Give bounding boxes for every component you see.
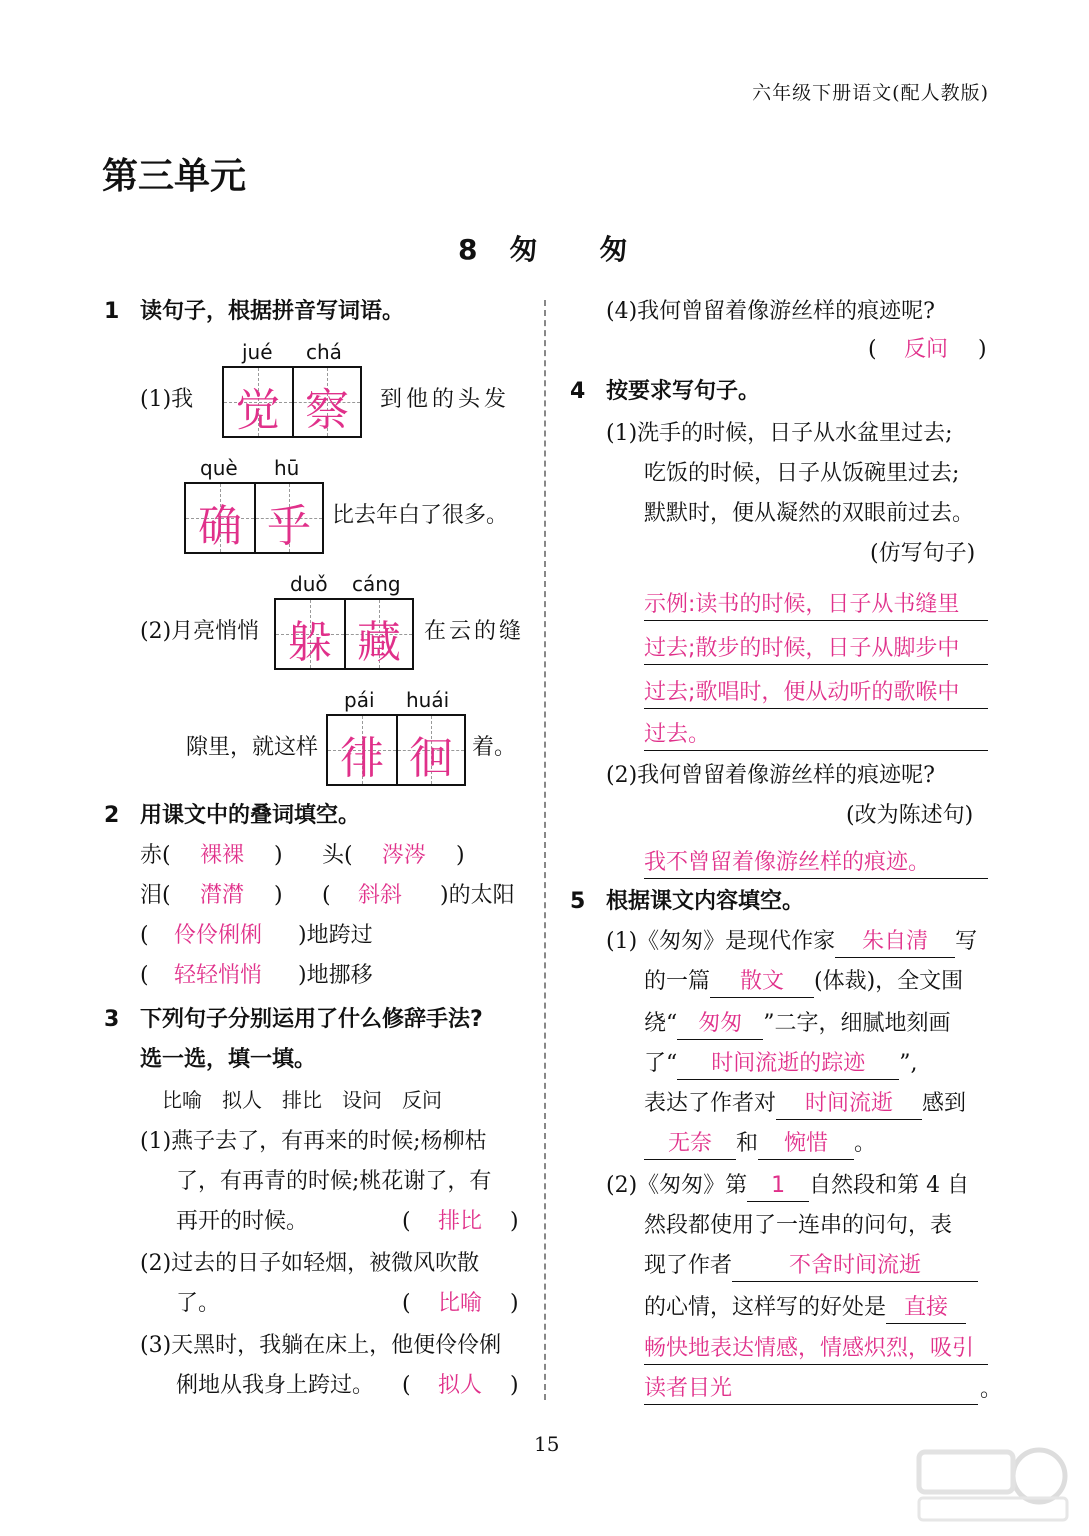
answer: 涔涔 [382,843,427,868]
paren: ) [510,1209,519,1234]
pinyin: què [200,456,238,480]
answer: 散文 [710,967,814,998]
answer: 裸裸 [200,843,245,868]
q3-s1: 了，有再青的时候;桃花谢了，有 [176,1169,492,1194]
answer-char: 徊 [409,733,453,784]
answer-line [644,1326,988,1365]
answer-char: 觉 [236,385,280,436]
tian-grid [184,482,324,554]
q5-text: 的心情，这样写的好处是 [644,1295,887,1320]
q3-title: 下列句子分别运用了什么修辞手法? [140,1007,483,1032]
answer-char: 确 [198,501,242,552]
pinyin: chá [306,340,342,364]
q5-text: 。 [854,1131,877,1156]
q5-text: 了“ [644,1051,678,1076]
q1-title: 读句子，根据拼音写词语。 [140,299,405,324]
q5-text: 感到 [922,1091,967,1116]
pinyin: jué [242,340,273,364]
q1-p1-label: (1)我 [140,387,194,412]
answer-char: 乎 [267,501,311,552]
answer-line [644,582,988,621]
answer: 比喻 [438,1291,483,1316]
pinyin: cáng [352,572,401,596]
q5-l7 [606,1166,969,1206]
q4-s1: 默默时，便从凝然的双眼前过去。 [644,501,975,526]
paren: ) [978,337,987,362]
paren: ) [456,843,465,868]
pinyin: duǒ [290,572,328,596]
q5-l3 [644,1004,951,1044]
q3-s4: (4)我何曾留着像游丝样的痕迹呢? [606,299,935,324]
column-divider [544,300,546,1400]
q1-p1-end: 比去年白了很多。 [332,503,509,528]
answer: 排比 [438,1209,483,1234]
answer: 直接 [886,1293,966,1324]
q2-r2a: 泪( [140,883,171,908]
q2-r1a: 赤( [140,843,171,868]
paren: ( [140,963,149,988]
q5-text: 现了作者 [644,1253,733,1278]
lesson-title: 8 匆 匆 [458,233,630,266]
q1-p2-label: (2)月亮悄悄 [140,619,260,644]
q1-number: 1 [104,299,120,324]
q3-s2: 了。 [176,1291,221,1316]
paren: ( [402,1373,411,1398]
page-header: 六年级下册语文(配人教版) [752,82,989,104]
paren: ) [274,883,283,908]
answer: 斜斜 [358,883,403,908]
answer: 不舍时间流逝 [732,1251,978,1282]
q4-s2: (2)我何曾留着像游丝样的痕迹呢? [606,763,935,788]
pinyin: pái [344,688,375,712]
q3-title: 选一选，填一填。 [140,1047,317,1072]
q3-s1: (1)燕子去了，有再来的时候;杨柳枯 [140,1129,487,1154]
page-number: 15 [534,1432,560,1456]
q1-p1-after: 到他的头发 [380,387,511,412]
q5-number: 5 [570,889,586,914]
paren: ( [140,923,149,948]
q4-title: 按要求写句子。 [606,379,761,404]
q5-text: (体裁)，全文围 [814,969,964,994]
q1-p2-pre: 隙里，就这样 [186,735,319,760]
answer-char: 察 [305,385,349,436]
q2-r2b-end: )的太阳 [440,883,515,908]
answer: 轻轻悄悄 [174,963,263,988]
q5-l2 [644,962,963,1002]
q2-r4-end: )地挪移 [298,963,373,988]
answer-char: 徘 [340,733,384,784]
answer: 示例:读书的时候，日子从书缝里 [644,592,960,617]
q5-text: 写 [955,929,978,954]
q5-text: 的一篇 [644,969,711,994]
answer-line [644,712,988,751]
paren: ) [274,843,283,868]
answer-line [644,1366,978,1405]
answer-line [644,626,988,665]
answer: 时间流逝的踪迹 [677,1049,899,1080]
q3-number: 3 [104,1007,120,1032]
q5-text: 绕“ [644,1011,678,1036]
q3-s1: 再开的时候。 [176,1209,309,1234]
q5-l6 [644,1124,876,1164]
q2-r1b: 头( [322,843,353,868]
answer: 过去;散步的时候，日子从脚步中 [644,636,960,661]
tian-grid [274,598,414,670]
tian-grid [222,366,362,438]
pinyin: huái [406,688,450,712]
tian-grid [326,714,466,786]
q5-text: ”二字，细腻地刻画 [763,1011,951,1036]
q5-l5 [644,1084,966,1124]
q4-req2: (改为陈述句) [846,803,974,828]
paren: ) [510,1373,519,1398]
answer: 时间流逝 [776,1089,922,1120]
answer: 1 [747,1171,809,1202]
q2-number: 2 [104,803,120,828]
answer: 我不曾留着像游丝样的痕迹。 [644,850,931,875]
answer: 读者目光 [644,1376,733,1401]
answer: 潸潸 [200,883,245,908]
q1-p2-end: 着。 [472,735,517,760]
watermark-logo [913,1440,1073,1525]
q5-text: 自然段和第 4 自 [809,1173,970,1198]
answer: 拟人 [438,1373,483,1398]
q3-s3: 俐地从我身上跨过。 [176,1373,375,1398]
unit-title: 第三单元 [102,156,247,197]
pinyin: hū [274,456,300,480]
answer: 朱自清 [835,927,955,958]
answer-line [644,840,988,879]
paren: ) [510,1291,519,1316]
q2-title: 用课文中的叠词填空。 [140,803,361,828]
paren: ( [402,1291,411,1316]
q4-s1: (1)洗手的时候，日子从水盆里过去; [606,421,953,446]
q2-r3-end: )地跨过 [298,923,373,948]
paren: ( [402,1209,411,1234]
q5-l4 [644,1044,918,1084]
q5-text: 和 [736,1131,759,1156]
q5-l1 [606,922,977,962]
q5-l9 [644,1246,978,1286]
q4-number: 4 [570,379,586,404]
q5-l10 [644,1288,966,1328]
q5-text: ”, [899,1051,918,1076]
q3-options: 比喻 拟人 排比 设问 反问 [162,1088,442,1112]
answer: 过去。 [644,722,711,747]
q5-text: 表达了作者对 [644,1091,777,1116]
answer: 反问 [904,337,949,362]
q5-end: 。 [980,1377,1003,1402]
answer-char: 躲 [288,617,332,668]
answer: 匆匆 [677,1009,763,1040]
answer: 畅快地表达情感，情感炽烈，吸引 [644,1336,975,1361]
q5-l8: 然段都使用了一连串的问句，表 [644,1213,953,1238]
q3-s3: (3)天黑时，我躺在床上，他便伶伶俐 [140,1333,502,1358]
paren: ( [322,883,331,908]
answer: 伶伶俐俐 [174,923,263,948]
q5-text: (2)《匆匆》第 [606,1173,748,1198]
q4-s1: 吃饭的时候，日子从饭碗里过去; [644,461,960,486]
answer-line [644,670,988,709]
answer: 惋惜 [758,1129,854,1160]
q5-title: 根据课文内容填空。 [606,889,805,914]
answer: 过去;歌唱时，便从动听的歌喉中 [644,680,960,705]
q3-s2: (2)过去的日子如轻烟，被微风吹散 [140,1251,480,1276]
answer-char: 藏 [357,617,401,668]
q4-req1: (仿写句子) [870,541,976,566]
paren: ( [868,337,877,362]
q5-text: (1)《匆匆》是现代作家 [606,929,836,954]
q1-p2-after: 在云的缝 [424,619,525,644]
answer: 无奈 [644,1129,736,1160]
